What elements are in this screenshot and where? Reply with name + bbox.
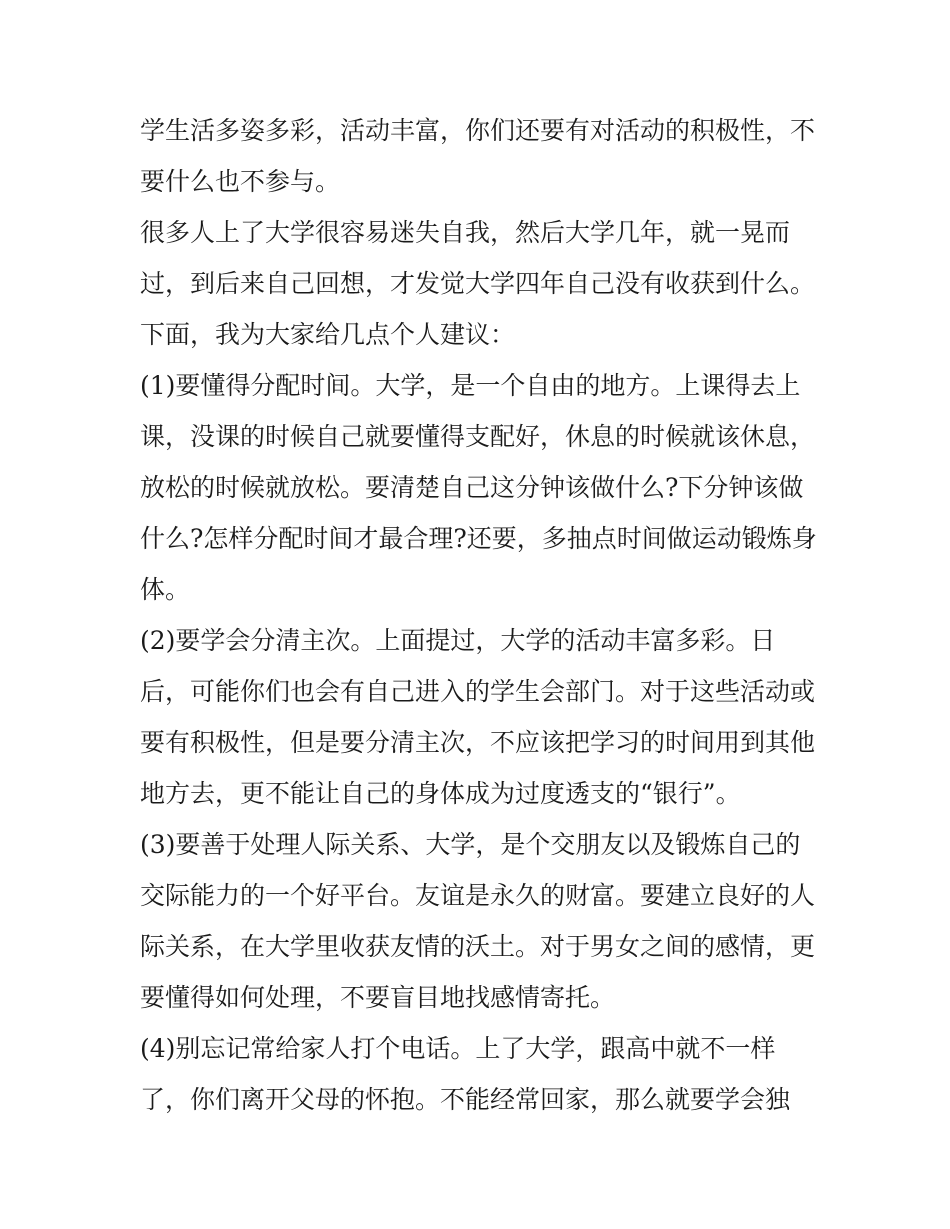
text-line-10: 体。 [140, 575, 191, 604]
text-line-12: 后，可能你们也会有自己进入的学生会部门。对于这些活动或 [140, 677, 816, 706]
text-line-4: 过，到后来自己回想，才发觉大学四年自己没有收获到什么。 [140, 269, 816, 298]
document-body [140, 105, 820, 1125]
text-line-20: 了，你们离开父母的怀抱。不能经常回家，那么就要学会独 [140, 1085, 791, 1114]
text-line-7: 课，没课的时候自己就要懂得支配好，休息的时候就该休息， [140, 422, 816, 451]
text-line-5: 下面，我为大家给几点个人建议： [140, 320, 516, 349]
text-line-2: 要什么也不参与。 [140, 167, 341, 196]
text-line-8: 放松的时候就放松。要清楚自己这分钟该做什么?下分钟该做 [140, 473, 804, 502]
text-line-6: (1)要懂得分配时间。大学，是一个自由的地方。上课得去上 [140, 371, 801, 400]
text-line-1: 学生活多姿多彩，活动丰富，你们还要有对活动的积极性，不 [140, 116, 816, 145]
text-line-19: (4)别忘记常给家人打个电话。上了大学，跟高中就不一样 [140, 1034, 776, 1063]
text-line-15: (3)要善于处理人际关系、大学，是个交朋友以及锻炼自己的 [140, 830, 801, 859]
text-line-14: 地方去，更不能让自己的身体成为过度透支的“银行”。 [140, 779, 741, 808]
text-line-18: 要懂得如何处理，不要盲目地找感情寄托。 [140, 983, 616, 1012]
text-line-11: (2)要学会分清主次。上面提过，大学的活动丰富多彩。日 [140, 626, 776, 655]
text-line-3: 很多人上了大学很容易迷失自我，然后大学几年，就一晃而 [140, 218, 791, 247]
text-line-13: 要有积极性，但是要分清主次，不应该把学习的时间用到其他 [140, 728, 816, 757]
text-line-16: 交际能力的一个好平台。友谊是永久的财富。要建立良好的人 [140, 881, 816, 910]
text-line-17: 际关系，在大学里收获友情的沃土。对于男女之间的感情，更 [140, 932, 816, 961]
text-line-9: 什么?怎样分配时间才最合理?还要，多抽点时间做运动锻炼身 [140, 524, 817, 553]
